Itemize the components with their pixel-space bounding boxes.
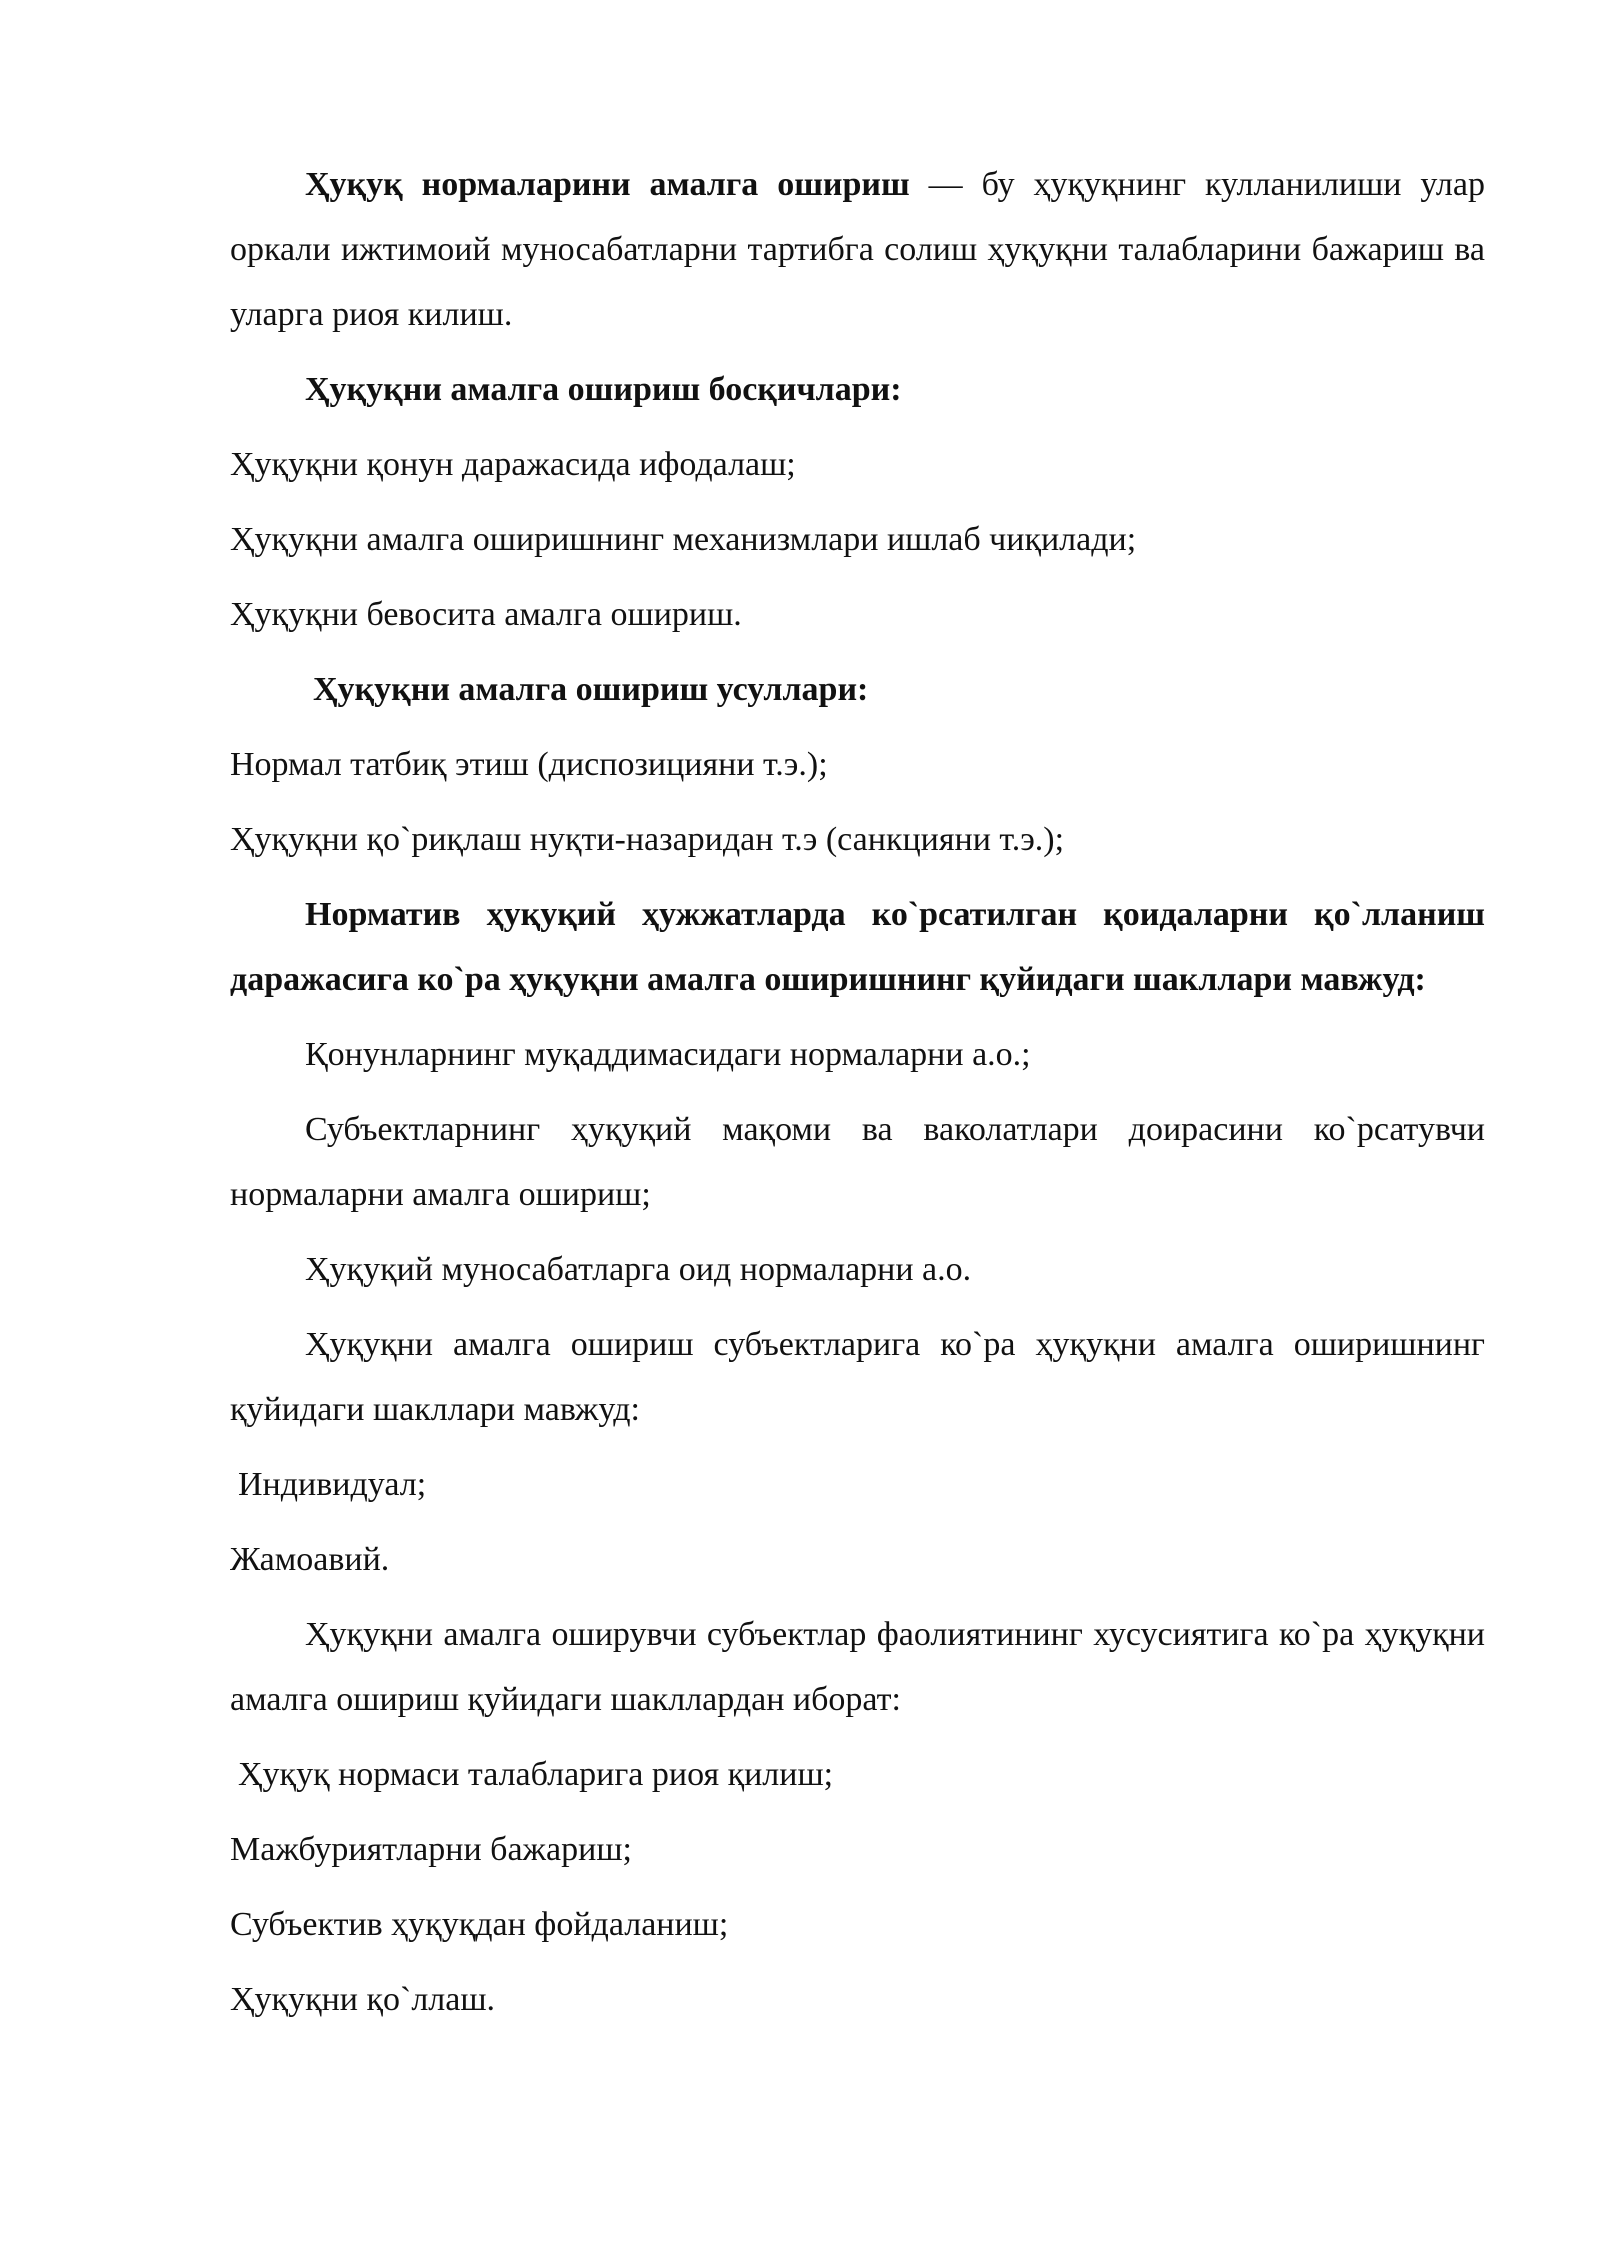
methods-heading: Ҳуқуқни амалга ошириш усуллари: [313,671,869,708]
activity-forms-intro: Ҳуқуқни амалга оширувчи субъектлар фаолиятининг хусусиятига ко`ра ҳуқуқни амалга ошириш қуйидаги шакллардан иборат: [230,1616,1485,1718]
intro-paragraph [230,152,1485,347]
stage-item: Ҳуқуқни бевосита амалга ошириш. [230,596,742,633]
normative-forms-heading: Норматив ҳуқуқий ҳужжатларда ко`рсатилган қоидаларни қо`лланиш даражасига ко`ра ҳуқуқни амалга оширишнинг қуйидаги шакллари мавжуд: [230,896,1485,998]
intro-term: Ҳуқуқ нормаларини амалга ошириш [305,166,910,203]
intro-dash: — [909,166,982,203]
method-item: Нормал татбиқ этиш (диспозицияни т.э.); [230,746,828,783]
document-page [230,152,1485,2042]
stage-item: Ҳуқуқни амалга оширишнинг механизмлари ишлаб чиқилади; [230,521,1137,558]
subject-form-item: Жамоавий. [230,1541,390,1578]
activity-form-item: Ҳуқуқ нормаси талабларига риоя қилиш; [238,1756,834,1793]
activity-form-item: Мажбуриятларни бажариш; [230,1831,632,1868]
subject-form-item: Индивидуал; [238,1466,427,1503]
normative-form-item: Ҳуқуқий муносабатларга оид нормаларни а.о. [305,1251,972,1288]
method-item: Ҳуқуқни қо`риқлаш нуқти-назаридан т.э (санкцияни т.э.); [230,821,1065,858]
stage-item: Ҳуқуқни қонун даражасида ифодалаш; [230,446,796,483]
stages-heading: Ҳуқуқни амалга ошириш босқичлари: [305,371,902,408]
subject-forms-intro: Ҳуқуқни амалга ошириш субъектларига ко`ра ҳуқуқни амалга оширишнинг қуйидаги шакллари мавжуд: [230,1326,1485,1428]
normative-form-item: Қонунларнинг муқаддимасидаги нормаларни а.о.; [305,1036,1031,1073]
activity-form-item: Субъектив ҳуқуқдан фойдаланиш; [230,1906,729,1943]
intro-definition: бу ҳуқуқнинг кулланилиши улар оркали ижтимоий муносабатларни тартибга солиш ҳуқуқни талабларини бажариш ва уларга риоя килиш. [230,166,1485,333]
normative-form-item: Субъектларнинг ҳуқуқий мақоми ва ваколатлари доирасини ко`рсатувчи нормаларни амалга ошириш; [230,1111,1485,1213]
activity-form-item: Ҳуқуқни қо`ллаш. [230,1981,496,2018]
